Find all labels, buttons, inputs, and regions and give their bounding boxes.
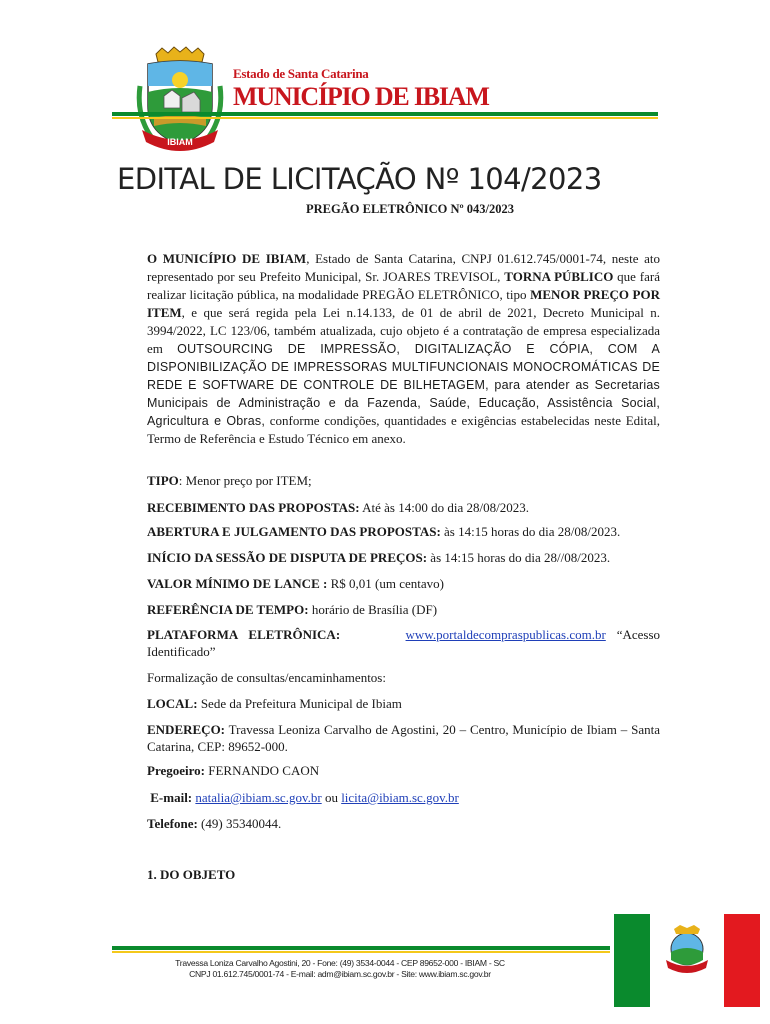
field-formalizacao: Formalização de consultas/encaminhamentos: bbox=[147, 670, 386, 685]
inicio-value: às 14:15 horas do dia 28//08/2023. bbox=[427, 550, 611, 565]
email-label: E-mail: bbox=[150, 790, 193, 805]
crest-banner-text: IBIAM bbox=[167, 137, 193, 147]
telefone-value: (49) 35340044. bbox=[197, 816, 282, 831]
email-separator: ou bbox=[321, 790, 342, 805]
tipo-label: TIPO bbox=[147, 473, 179, 488]
field-email bbox=[147, 789, 660, 806]
email-link-licita[interactable]: licita@ibiam.sc.gov.br bbox=[341, 790, 459, 805]
intro-menor-preco: MENOR PREÇO POR ITEM bbox=[147, 287, 660, 320]
intro-paragraph bbox=[147, 250, 660, 448]
municipal-flag-icon bbox=[614, 914, 760, 1007]
municipal-crest-icon bbox=[134, 46, 226, 158]
field-plataforma bbox=[147, 626, 660, 660]
field-referencia-tempo bbox=[147, 601, 660, 618]
document-subtitle: PREGÃO ELETRÔNICO Nº 043/2023 bbox=[306, 202, 514, 216]
pregoeiro-value: FERNANDO CAON bbox=[205, 763, 320, 778]
footer-address bbox=[130, 958, 550, 980]
referencia-label: REFERÊNCIA DE TEMPO: bbox=[147, 602, 309, 617]
recebimento-value: Até às 14:00 do dia 28/08/2023. bbox=[359, 500, 529, 515]
plataforma-link[interactable]: www.portaldecompraspublicas.com.br bbox=[405, 627, 606, 642]
endereco-value: Travessa Leoniza Carvalho de Agostini, 20 – Centro, Município de Ibiam – Santa Catarina, CEP: 89652-000. bbox=[147, 722, 660, 754]
document-title: EDITAL DE LICITAÇÃO Nº 104/2023 bbox=[117, 162, 602, 196]
intro-municipio: O MUNICÍPIO DE IBIAM bbox=[147, 251, 307, 266]
intro-text-1: , Estado de Santa Catarina, CNPJ 01.612.745/0001-74, neste ato representado por seu Prefeito Municipal, Sr. JOARES TREVISOL, bbox=[147, 251, 660, 284]
tipo-value: : Menor preço por ITEM; bbox=[178, 473, 312, 488]
valor-value: R$ 0,01 (um centavo) bbox=[327, 576, 444, 591]
valor-label: VALOR MÍNIMO DE LANCE : bbox=[147, 576, 328, 591]
local-value: Sede da Prefeitura Municipal de Ibiam bbox=[197, 696, 402, 711]
telefone-label: Telefone: bbox=[147, 816, 198, 831]
footer-divider-yellow bbox=[112, 951, 610, 953]
intro-text-2: que fará realizar licitação pública, na modalidade PREGÃO ELETRÔNICO, tipo bbox=[147, 269, 660, 302]
header-state: Estado de Santa Catarina bbox=[233, 66, 369, 81]
intro-torna-publico: TORNA PÚBLICO bbox=[504, 269, 614, 284]
local-label: LOCAL: bbox=[147, 696, 198, 711]
field-local bbox=[147, 695, 660, 712]
field-inicio bbox=[147, 549, 660, 566]
inicio-label: INÍCIO DA SESSÃO DE DISPUTA DE PREÇOS: bbox=[147, 550, 428, 565]
abertura-value: às 14:15 horas do dia 28/08/2023. bbox=[440, 524, 621, 539]
field-recebimento bbox=[147, 499, 660, 516]
header-divider-green bbox=[112, 112, 658, 116]
intro-objeto: OUTSOURCING DE IMPRESSÃO, DIGITALIZAÇÃO E CÓPIA, COM A DISPONIBILIZAÇÃO DE IMPRESSORAS MULTIFUNCIONAIS MONOCROMÁTICAS DE REDE E SOFTWARE DE CONTROLE DE BILHETAGEM, para atender as Secretarias Municipais de Administração e da Fazenda, Saúde, Educação, Assistência Social, Agricultura e Obras, bbox=[147, 342, 661, 428]
footer-line-1: Travessa Loniza Carvalho Agostini, 20 - Fone: (49) 3534-0044 - CEP 89652-000 - IBIAM - SC bbox=[175, 958, 505, 968]
field-telefone bbox=[147, 815, 660, 832]
header-city: MUNICÍPIO DE IBIAM bbox=[233, 82, 489, 111]
plataforma-label: PLATAFORMA ELETRÔNICA: bbox=[147, 627, 341, 642]
section-heading-objeto: 1. DO OBJETO bbox=[147, 867, 236, 882]
referencia-value: horário de Brasília (DF) bbox=[308, 602, 438, 617]
intro-text-3: , e que será regida pela Lei n.14.133, de 01 de abril de 2021, Decreto Municipal n. 3994/2022, LC 123/06, também atualizada, cujo objeto é a contratação de empresa especializada em bbox=[147, 305, 660, 356]
field-pregoeiro bbox=[147, 762, 660, 779]
footer-divider-green bbox=[112, 946, 610, 950]
field-valor-minimo bbox=[147, 575, 660, 592]
field-endereco bbox=[147, 721, 660, 755]
intro-text-4: conforme condições, quantidades e exigências estabelecidas neste Edital, Termo de Referência e Estudo Técnico em anexo. bbox=[147, 413, 660, 446]
field-abertura bbox=[147, 523, 660, 540]
endereco-label: ENDEREÇO: bbox=[147, 722, 226, 737]
header-divider-yellow bbox=[112, 117, 658, 119]
pregoeiro-label: Pregoeiro: bbox=[147, 763, 205, 778]
plataforma-after: “Acesso Identificado” bbox=[147, 627, 661, 659]
email-link-natalia[interactable]: natalia@ibiam.sc.gov.br bbox=[195, 790, 322, 805]
footer-line-2: CNPJ 01.612.745/0001-74 - E-mail: adm@ibiam.sc.gov.br - Site: www.ibiam.sc.gov.br bbox=[189, 969, 491, 979]
recebimento-label: RECEBIMENTO DAS PROPOSTAS: bbox=[147, 500, 360, 515]
field-tipo bbox=[147, 472, 660, 489]
abertura-label: ABERTURA E JULGAMENTO DAS PROPOSTAS: bbox=[147, 524, 441, 539]
